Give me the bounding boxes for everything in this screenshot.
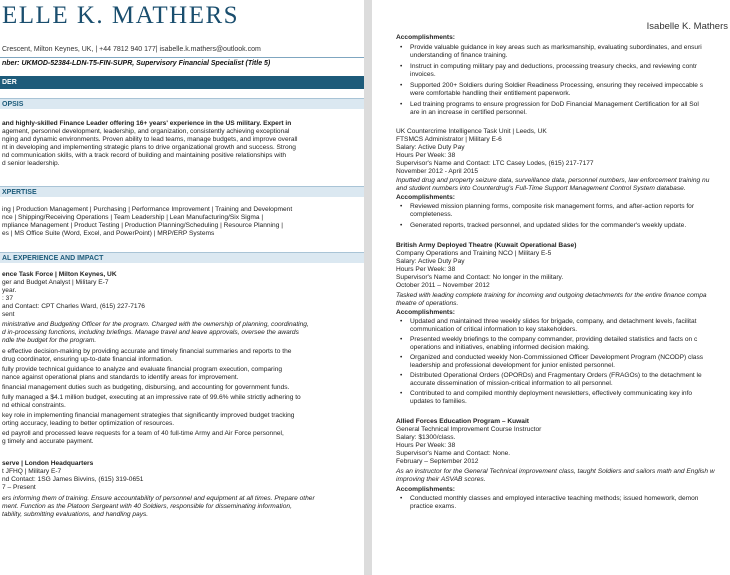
section-header-band: DER [0,76,364,89]
job-detail: Hours Per Week: 38 [396,266,456,273]
synopsis-line: d senior leadership. [2,160,60,167]
job-org: UK Countercrime Intelligence Task Unit | Leeds, UK [396,128,547,135]
job-detail: year. [2,287,17,294]
name-divider [0,57,364,58]
job-summary: ment. Function as the Platoon Sergeant with 40 Soldiers, responsible for disseminating information, [2,503,292,510]
job-detail: nd Contact: 1SG James Bivvins, (615) 319-0651 [2,476,144,483]
bullet-dot: • [400,203,403,210]
job-detail: Supervisor's Name and Contact: LTC Casey Lodes, (615) 217-7177 [396,160,594,167]
synopsis-line: nging and dynamic environments. Proven ability to lead teams, manage budgets, and improve overall [2,136,298,143]
resume-page-2 [372,0,730,575]
candidate-name: ELLE K. MATHERS [2,2,240,29]
job-bullet: orting accuracy, leading to better optimization of resources. [2,420,175,427]
bullet-line: Distributed Operational Orders (OPORDs) and Fragmentary Orders (FRAGOs) to the detachment le [410,372,702,379]
job-detail: and Contact: CPT Charles Ward, (615) 227-7176 [2,303,145,310]
synopsis-line: nd communication skills, with a track record of building and maintaining positive relationships with [2,152,287,159]
job-detail: : 37 [2,295,13,302]
job-summary: tability, submitting evaluations, and handling pays. [2,511,149,518]
job-bullet: fully managed a $4.1 million budget, executing at an impressive rate of 99.6% while strictly adhering to [2,394,301,401]
expertise-line: ing | Production Management | Purchasing | Performance Improvement | Training and Development [2,206,293,213]
experience-heading: AL EXPERIENCE AND IMPACT [0,252,364,263]
bullet-line: practice exams. [410,503,457,510]
job-bullet: drug coordinator, ensuring up-to-date financial information. [2,356,173,363]
bullet-line: Generated reports, tracked personnel, and updated slides for the commander's weekly update. [410,222,687,229]
job-summary: As an instructor for the General Technical improvement class, taught Soldiers and sailors math and English w [396,468,715,475]
bullet-dot: • [400,495,403,502]
running-header-name: Isabelle K. Mathers [646,21,728,32]
job-detail: t JFHQ | Military E-7 [2,468,62,475]
bullet-line: Provide valuable guidance in key areas such as marksmanship, evaluating subordinates, and ensuri [410,44,702,51]
job-summary: and student numbers into Counterdrug's Full-Time Support Management Control System database. [396,185,686,192]
accomplishments-heading: Accomplishments: [396,486,455,493]
job-detail: October 2011 – November 2012 [396,282,490,289]
synopsis-line: nt in developing and implementing strategic plans to drive organizational growth and success. Strong [2,144,296,151]
job-bullet: e effective decision-making by providing accurate and timely financial summaries and reports to the [2,348,292,355]
bullet-line: operations and initiatives, enabling informed decision making. [410,344,590,351]
accomplishments-heading: Accomplishments: [396,194,455,201]
bullet-line: Updated and maintained three weekly slides for brigade, company, and detachment levels, facilitat [410,318,697,325]
expertise-line: mpliance Management | Product Testing | Production Planning/Scheduling | Resource Planning | [2,222,283,229]
bullet-dot: • [400,390,403,397]
resume-page-1 [0,0,364,575]
bullet-line: updates to families. [410,398,467,405]
job-org: British Army Deployed Theatre (Kuwait Operational Base) [396,242,577,249]
bullet-line: Organized and conducted weekly Non-Commissioned Officer Development Program (NCODP) class [410,354,704,361]
headline: nber: UKMOD-52384-LDN-T5-FIN-SUPR, Supervisory Financial Specialist (Title 5) [2,60,271,67]
job-detail: Salary: $1300/class. [396,434,456,441]
job-detail: ger and Budget Analyst | Military E-7 [2,279,109,286]
bullet-line: invoices. [410,71,436,78]
bullet-dot: • [400,44,403,51]
job-summary: Inputted drug and property seizure data, surveillance data, personnel numbers, law enforcement training nu [396,177,710,184]
job-summary: ndle the budget for the program. [2,337,97,344]
job-bullet: nance against operational plans and standards to identify areas for improvement. [2,374,239,381]
bullet-dot: • [400,336,403,343]
synopsis-line: agement, personnel development, leadership, and organization, consistently achieving exceptional [2,128,290,135]
job-detail: sent [2,311,15,318]
accomplishments-heading: Accomplishments: [396,34,455,41]
bullet-line: Presented weekly briefings to the company commander, providing detailed statistics and facts on c [410,336,698,343]
accomplishments-heading: Accomplishments: [396,309,455,316]
bullet-dot: • [400,222,403,229]
job-detail: Salary: Active Duty Pay [396,258,465,265]
job-bullet: key role in implementing financial management strategies that significantly improved budget tracking [2,412,295,419]
bullet-line: Contributed to and compiled monthly deployment newsletters, effectively communicating key info [410,390,693,397]
bullet-dot: • [400,318,403,325]
job-detail: Supervisor's Name and Contact: None. [396,450,511,457]
job-detail: Salary: Active Duty Pay [396,144,465,151]
job-org: Allied Forces Education Program – Kuwait [396,418,530,425]
synopsis-heading: OPSIS [0,98,364,109]
bullet-line: Supported 200+ Soldiers during Soldier Readiness Processing, ensuring they received impeccable s [410,82,704,89]
bullet-line: Led training programs to ensure progression for DoD Financial Management Certification for all Sol [410,101,699,108]
expertise-line: nce | Shipping/Receiving Operations | Team Leadership | Lean Manufacturing/Six Sigma | [2,214,264,221]
bullet-line: completeness. [410,211,453,218]
job-summary: ministrative and Budgeting Officer for the program. Charged with the ownership of planning, coordinating, [2,321,309,328]
job-summary: improving their ASVAB scores. [396,476,486,483]
expertise-heading: XPERTISE [0,186,364,197]
job-detail: November 2012 - April 2015 [396,168,479,175]
job-detail: 7 – Present [2,484,36,491]
job-bullet: g timely and accurate payment. [2,438,94,445]
job-detail: Company Operations and Training NCO | Military E-5 [396,250,552,257]
job-org: serve | London Headquarters [2,460,94,467]
page-gap [364,0,372,575]
job-detail: Supervisor's Name and Contact: No longer in the military. [396,274,564,281]
job-bullet: fully provide technical guidance to analyze and evaluate financial program execution, comparing [2,366,283,373]
bullet-line: understanding of finance training. [410,52,508,59]
bullet-line: are in an increase in certified personnel. [410,109,527,116]
job-summary: Tasked with leading complete training for incoming and outgoing detachments for the entire finance compa [396,292,707,299]
bullet-line: leadership and professional development for junior enlisted personnel. [410,362,615,369]
job-detail: Hours Per Week: 38 [396,152,456,159]
contact-line: Crescent, Milton Keynes, UK, | +44 7812 940 177| isabelle.k.mathers@outlook.com [2,46,261,53]
bullet-line: Reviewed mission planning forms, composite risk management forms, and after-action reports for [410,203,695,210]
bullet-dot: • [400,372,403,379]
synopsis-line: and highly-skilled Finance Leader offering 16+ years' experience in the US military. Expert in [2,120,292,127]
bullet-line: Instruct in computing military pay and deductions, processing treasury checks, and reviewing contr [410,63,697,70]
bullet-line: accurate dissemination of mission-critical information to all personnel. [410,380,613,387]
bullet-line: were comfortable handling their entitlement paperwork. [410,90,571,97]
job-detail: Hours Per Week: 38 [396,442,456,449]
job-summary: d in-processing functions, including briefings. Manage travel and leave approvals, oversee the awards [2,329,299,336]
bullet-dot: • [400,354,403,361]
job-summary: ers informing them of training. Ensure accountability of personnel and equipment at all times. Prepare other [2,495,315,502]
job-bullet: nd ethical constraints. [2,402,66,409]
job-bullet: financial management duties such as budgeting, disbursing, and accounting for government funds. [2,384,290,391]
bullet-dot: • [400,82,403,89]
bullet-line: communication of critical information to key stakeholders. [410,326,578,333]
job-detail: February – September 2012 [396,458,479,465]
job-summary: theatre of operations. [396,300,459,307]
job-org: ence Task Force | Milton Keynes, UK [2,271,117,278]
job-bullet: ed payroll and processed leave requests for a team of 40 full-time Army and Air Force personnel, [2,430,284,437]
job-detail: General Technical Improvement Course Instructor [396,426,542,433]
expertise-line: es | MS Office Suite (Word, Excel, and PowerPoint) | MRP/ERP Systems [2,230,215,237]
bullet-dot: • [400,101,403,108]
job-detail: FTSMCS Administrator | Military E-6 [396,136,502,143]
bullet-line: Conducted monthly classes and employed interactive teaching methods; issued homework, demon [410,495,699,502]
bullet-dot: • [400,63,403,70]
